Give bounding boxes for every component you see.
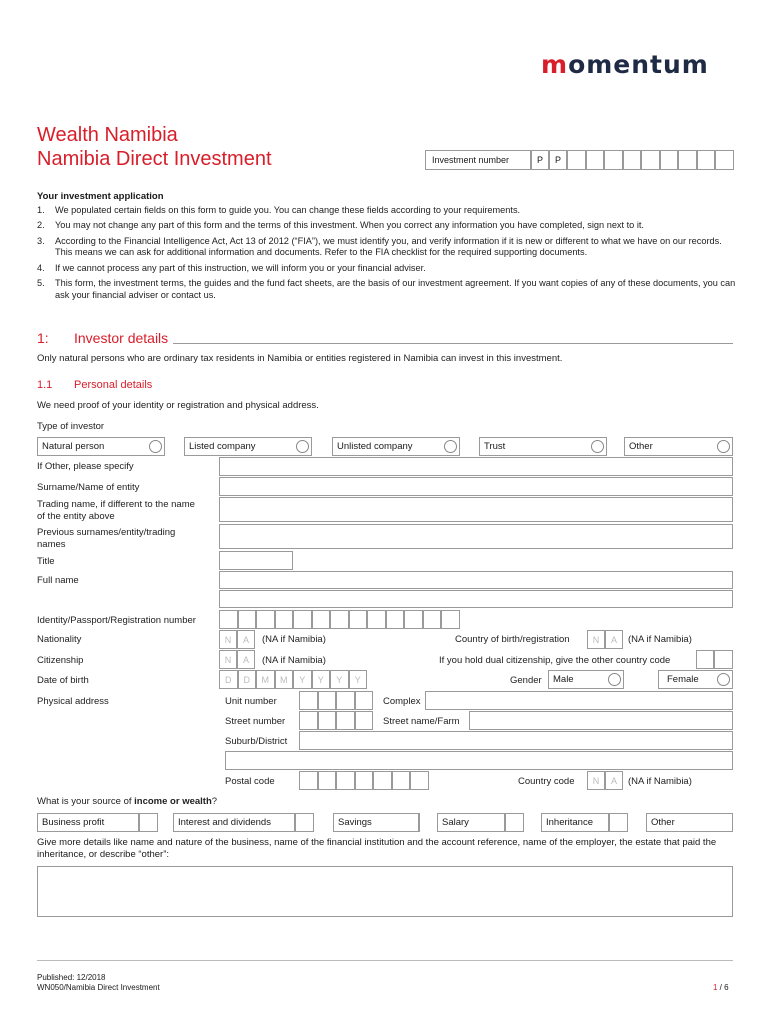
country-birth-na-note: (NA if Namibia) [628,634,692,645]
instruction-text: You may not change any part of this form and the terms of this investment. When you correct any information you have completed, sign next to it. [55,220,644,231]
nationality-cell[interactable]: N [219,630,237,649]
instruction-text: We populated certain fields on this form to guide you. You can change these fields according to your requirements. [55,205,521,215]
id-number-cell[interactable] [312,610,331,629]
id-number-cell[interactable] [441,610,460,629]
trading-label-2: of the entity above [37,511,115,522]
instruction-number: 4. [37,262,45,273]
full-name-field[interactable] [219,571,733,589]
instruction-text: This form, the investment terms, the guides and the fund fact sheets, are the basis of our investment agreement. If you want copies of any of these documents, you can ask your financial adviser or contact us. [55,277,736,300]
title-label: Title [37,556,55,567]
street-name-field[interactable] [469,711,733,730]
other-specify-field[interactable] [219,457,733,476]
id-number-cell[interactable] [404,610,423,629]
logo-m: m [541,50,569,79]
citizenship-label: Citizenship [37,655,84,666]
option-label: Salary [442,817,469,828]
previous-names-label: Previous surnames/entity/trading [37,527,176,538]
source-checkbox[interactable] [505,813,524,832]
option-label: Savings [338,817,372,828]
source-checkbox[interactable] [609,813,628,832]
source-checkbox[interactable] [139,813,158,832]
instruction-text: According to the Financial Intelligence Act, Act 13 of 2012 (“FIA”), we must identify you, and verify information if it is new or different to what we have on our records. This means we can ask for additional information and documents. Refer to the FIA checklist for the required supporting documents. [55,235,722,258]
momentum-logo [541,50,709,79]
citizenship-cell[interactable]: N [219,650,237,669]
postal-code-cell[interactable] [392,771,411,790]
instruction-item [37,278,737,301]
investment-number-text: Investment number [432,155,510,165]
dob-cell[interactable]: Y [312,670,331,689]
id-number-label: Identity/Passport/Registration number [37,615,196,626]
investment-number-cell[interactable] [623,150,642,170]
postal-code-cell[interactable] [336,771,355,790]
country-code-label: Country code [518,776,575,787]
title-field[interactable] [219,551,293,570]
dob-cell[interactable]: Y [349,670,368,689]
radio-circle-icon[interactable] [296,440,309,453]
country-birth-cell[interactable]: A [605,630,623,649]
nationality-cell[interactable]: A [237,630,255,649]
id-number-cell[interactable] [330,610,349,629]
instruction-item [37,220,737,232]
radio-circle-icon[interactable] [717,440,730,453]
id-number-cell[interactable] [219,610,238,629]
investor-type-natural[interactable] [37,437,165,456]
intro-heading: Your investment application [37,191,164,202]
postal-code-label: Postal code [225,776,275,787]
trading-label: Trading name, if different to the name [37,499,195,510]
section-title: Investor details [74,330,169,346]
trading-name-field[interactable] [219,497,733,522]
source-question-bold: income or wealth [134,796,212,807]
postal-code-cell[interactable] [355,771,374,790]
postal-code-cell[interactable] [318,771,337,790]
section-rule [173,343,733,344]
option-label: Interest and dividends [178,817,271,828]
published-date: Published: 12/2018 [37,973,106,982]
citizenship-cell[interactable]: A [237,650,255,669]
id-number-cell[interactable] [367,610,386,629]
investment-number-cell[interactable] [660,150,679,170]
source-question-mark: ? [211,796,218,807]
page-total: 6 [724,983,729,992]
dual-citizenship-label: If you hold dual citizenship, give the other country code [439,655,671,666]
source-inheritance[interactable] [541,813,609,832]
investment-number-cell[interactable] [586,150,605,170]
option-label: Natural person [42,441,105,452]
postal-code-cell[interactable] [299,771,318,790]
details-label: Give more details like name and nature of the business, name of the financial institution and the account reference, name of the employer, the estate that paid the inheritance, or describe “other”: [37,837,717,860]
postal-code-cell[interactable] [373,771,392,790]
investment-number-cell[interactable] [715,150,734,170]
country-birth-label: Country of birth/registration [455,634,570,645]
dual-country-cell[interactable] [696,650,714,669]
surname-field[interactable] [219,477,733,496]
citizenship-na-note: (NA if Namibia) [262,655,326,666]
nationality-na-note: (NA if Namibia) [262,634,326,645]
investor-type-listed[interactable] [184,437,312,456]
option-label: Unlisted company [337,441,413,452]
dob-cell[interactable]: M [256,670,275,689]
option-label: Inheritance [546,817,594,828]
country-code-na-note: (NA if Namibia) [628,776,692,787]
radio-circle-icon[interactable] [149,440,162,453]
subsection-number: 1.1 [37,379,53,391]
dob-cell[interactable]: D [238,670,257,689]
radio-circle-icon[interactable] [608,673,621,686]
footer-rule [37,960,733,961]
dob-cell[interactable]: M [275,670,294,689]
source-business-profit[interactable] [37,813,139,832]
type-of-investor-label: Type of investor [37,421,105,432]
country-birth-cell[interactable]: N [587,630,605,649]
investment-number-label [425,150,531,170]
source-interest-dividends[interactable] [173,813,295,832]
id-number-cell[interactable] [238,610,257,629]
previous-names-label-2: names [37,539,66,550]
source-other[interactable] [646,813,733,832]
id-number-cell[interactable] [275,610,294,629]
dob-cell[interactable]: Y [293,670,312,689]
street-number-cell[interactable] [355,711,374,730]
complex-field[interactable] [425,691,733,710]
instruction-item [37,236,737,259]
radio-circle-icon[interactable] [591,440,604,453]
other-specify-label: If Other, please specify [37,461,134,472]
instruction-number: 2. [37,220,45,231]
unit-number-cell[interactable] [355,691,374,710]
id-number-cell[interactable] [349,610,368,629]
investor-type-unlisted[interactable] [332,437,460,456]
option-label: Other [651,817,675,828]
radio-circle-icon[interactable] [717,673,730,686]
id-number-cell[interactable] [386,610,405,629]
page-separator: / [717,983,725,992]
page-current: 1 [713,983,718,992]
complex-label: Complex [383,696,421,707]
form-title-line1: Wealth Namibia [37,124,178,146]
country-code-cell[interactable]: N [587,771,605,790]
id-number-cell[interactable] [293,610,312,629]
option-label: Trust [484,441,506,452]
form-title-line2: Namibia Direct Investment [37,148,272,170]
instruction-number: 5. [37,277,45,288]
subsection-title: Personal details [74,379,153,391]
section-number: 1: [37,330,49,346]
investment-number-cell[interactable] [604,150,623,170]
investment-number-cell[interactable] [567,150,586,170]
surname-label: Surname/Name of entity [37,482,140,493]
investor-type-other[interactable] [624,437,733,456]
id-number-cell[interactable] [256,610,275,629]
radio-circle-icon[interactable] [444,440,457,453]
option-label: Listed company [189,441,256,452]
previous-names-field[interactable] [219,524,733,549]
street-number-label: Street number [225,716,286,727]
investment-prefix-cell: P [531,150,549,170]
source-question-text: What is your source of [37,796,135,807]
suburb-label: Suburb/District [225,736,288,747]
subsection-note: We need proof of your identity or registration and physical address. [37,400,319,411]
unit-number-cell[interactable] [318,691,337,710]
investment-number-cell[interactable] [678,150,697,170]
source-question [37,796,217,807]
gender-female[interactable] [658,670,733,689]
instructions-list [37,205,737,305]
nationality-label: Nationality [37,634,82,645]
form-code: WN050/Namibia Direct Investment [37,983,160,992]
unit-number-label: Unit number [225,696,277,707]
section-note: Only natural persons who are ordinary tax residents in Namibia or entities registered in Namibia can invest in this investment. [37,353,563,364]
source-savings[interactable] [333,813,419,832]
gender-male[interactable] [548,670,624,689]
dual-country-cell[interactable] [714,650,733,669]
street-number-cell[interactable] [299,711,318,730]
logo-text: omentum [568,50,709,79]
source-checkbox[interactable] [295,813,314,832]
option-label: Other [629,441,653,452]
id-number-cell[interactable] [423,610,442,629]
dob-cell[interactable]: Y [330,670,349,689]
country-code-cell[interactable]: A [605,771,623,790]
instruction-text: If we cannot process any part of this instruction, we will inform you or your financial adviser. [55,262,426,273]
city-field[interactable] [225,751,733,770]
investment-number-cell[interactable] [641,150,660,170]
instruction-number: 1. [37,205,45,215]
unit-number-cell[interactable] [299,691,318,710]
street-number-cell[interactable] [336,711,355,730]
instruction-item [37,263,737,275]
option-label: Business profit [42,817,105,828]
postal-code-cell[interactable] [410,771,429,790]
option-label: Male [553,674,574,685]
gender-label: Gender [510,675,542,686]
full-name-field-2[interactable] [219,590,733,608]
option-label: Female [667,674,699,685]
street-name-label: Street name/Farm [383,716,460,727]
page-number [713,983,729,992]
unit-number-cell[interactable] [336,691,355,710]
source-divider [419,813,420,832]
physical-address-label: Physical address [37,696,109,707]
instruction-item [37,205,737,217]
investment-prefix-cell: P [549,150,567,170]
instruction-number: 3. [37,235,45,246]
street-number-cell[interactable] [318,711,337,730]
dob-cell[interactable]: D [219,670,238,689]
investor-type-trust[interactable] [479,437,607,456]
suburb-field[interactable] [299,731,733,750]
source-salary[interactable] [437,813,505,832]
details-field[interactable] [37,866,733,917]
dob-label: Date of birth [37,675,89,686]
full-name-label: Full name [37,575,79,586]
investment-number-cell[interactable] [697,150,716,170]
